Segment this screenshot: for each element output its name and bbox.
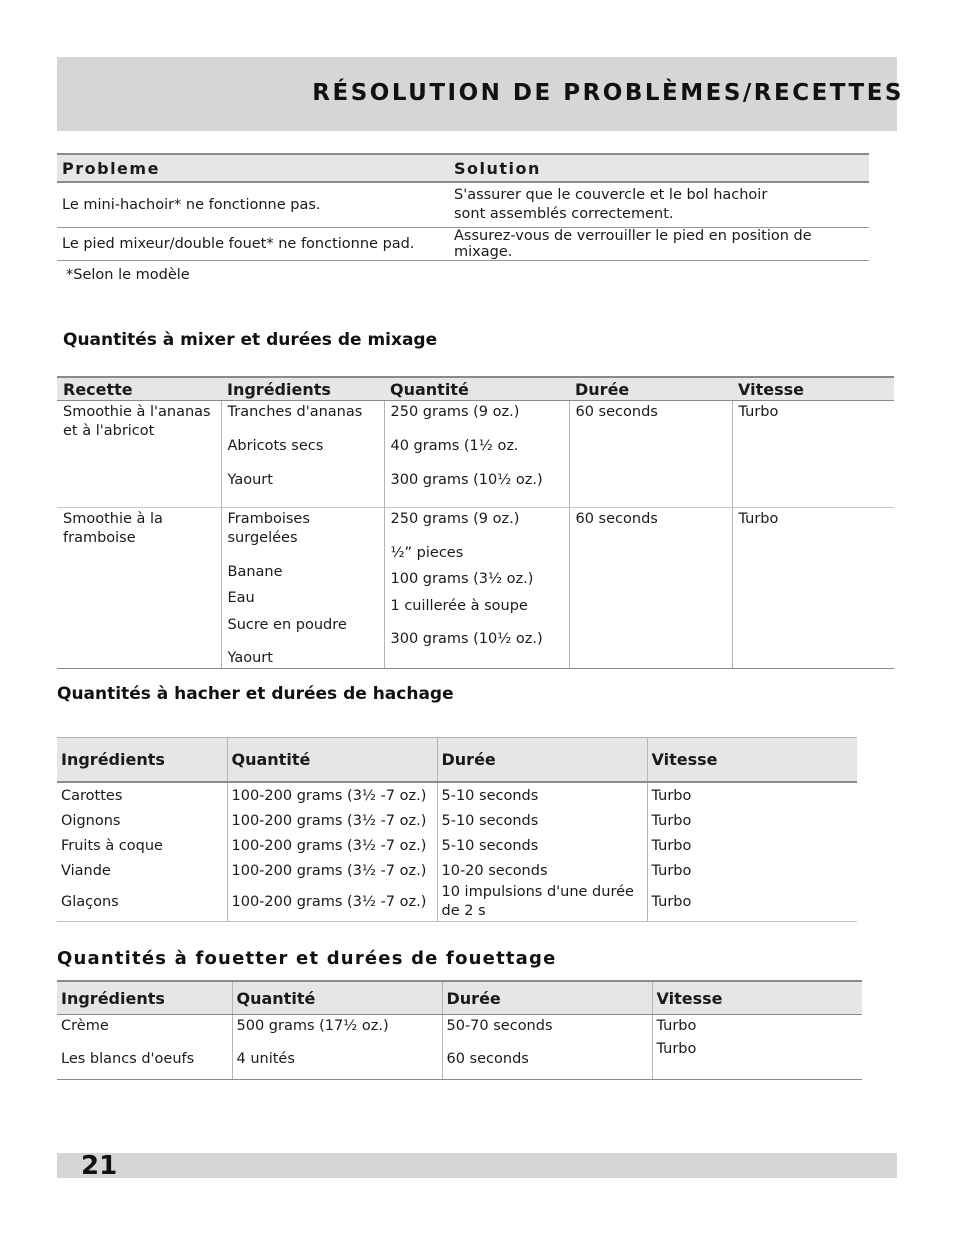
solution-line: S'assurer que le couvercle et le bol hachoir xyxy=(454,187,768,203)
whip-table xyxy=(57,980,862,1080)
table-row xyxy=(57,858,857,883)
solution-line: sont assemblés correctement. xyxy=(454,206,674,222)
ingredient-cell: Viande xyxy=(61,862,111,879)
duration-cell: 60 seconds xyxy=(569,508,732,669)
ingredients-cell xyxy=(221,401,384,508)
column-header-ingredients: Ingrédients xyxy=(57,738,227,783)
mix-table xyxy=(57,376,894,669)
table-row xyxy=(57,1015,862,1080)
quantity-cell: 100-200 grams (3½ -7 oz.) xyxy=(227,833,437,858)
speed-cell: Turbo xyxy=(732,508,894,669)
quantity: ½” pieces xyxy=(390,545,464,561)
column-header-problem: Probleme xyxy=(57,154,449,182)
table-header-row xyxy=(57,154,869,182)
speed: Turbo xyxy=(656,1041,697,1057)
column-header-solution: Solution xyxy=(449,154,869,182)
ingredient: Yaourt xyxy=(227,650,273,666)
quantity: 250 grams (9 oz.) xyxy=(390,511,520,527)
duration-cell: 5-10 seconds xyxy=(437,833,647,858)
column-header-speed: Vitesse xyxy=(647,738,857,783)
section-title-mix: Quantités à mixer et durées de mixage xyxy=(63,330,438,350)
recipe-name: framboise xyxy=(63,530,136,546)
quantity-cell: 100-200 grams (3½ -7 oz.) xyxy=(227,883,437,922)
duration-cell: 60 seconds xyxy=(569,401,732,508)
quantity-cell: 100-200 grams (3½ -7 oz.) xyxy=(227,808,437,833)
column-header-quantity: Quantité xyxy=(227,738,437,783)
ingredient: Banane xyxy=(227,564,283,580)
quantity-cell: 100-200 grams (3½ -7 oz.) xyxy=(227,782,437,808)
ingredient-cell: Glaçons xyxy=(57,883,227,922)
duration: 60 seconds xyxy=(446,1051,529,1067)
ingredient: Les blancs d'oeufs xyxy=(61,1051,195,1067)
quantity: 4 unités xyxy=(236,1051,295,1067)
ingredient-cell: Fruits à coque xyxy=(61,837,163,854)
speed-cell: Turbo xyxy=(647,858,857,883)
recipe-name: Smoothie à l'ananas xyxy=(63,404,211,420)
section-title-chop: Quantités à hacher et durées de hachage xyxy=(57,684,454,704)
recipe-cell xyxy=(57,508,221,669)
ingredient-cell xyxy=(57,1015,232,1080)
column-header-duration: Durée xyxy=(442,981,652,1015)
table-row xyxy=(57,508,894,669)
chop-table xyxy=(57,737,857,922)
ingredient: Framboises surgelées xyxy=(227,511,310,546)
ingredient: Tranches d'ananas xyxy=(227,404,363,420)
table-header-row xyxy=(57,738,857,783)
solution-cell xyxy=(449,182,869,228)
section-title-whip: Quantités à fouetter et durées de fouettage xyxy=(57,948,557,969)
quantity-cell xyxy=(232,1015,442,1080)
ingredient: Eau xyxy=(227,590,255,606)
quantity-cell xyxy=(384,508,569,669)
table-row xyxy=(57,182,869,228)
quantity: 300 grams (10½ oz.) xyxy=(390,631,543,647)
quantity-cell: 100-200 grams (3½ -7 oz.) xyxy=(227,858,437,883)
speed-cell: Turbo xyxy=(647,833,857,858)
page-number: 21 xyxy=(81,1151,118,1181)
table-header-row xyxy=(57,981,862,1015)
quantity: 500 grams (17½ oz.) xyxy=(236,1018,389,1034)
duration-cell: 5-10 seconds xyxy=(437,782,647,808)
column-header-speed: Vitesse xyxy=(652,981,862,1015)
quantity: 250 grams (9 oz.) xyxy=(390,404,520,420)
speed-cell xyxy=(652,1015,862,1080)
ingredient-cell: Carottes xyxy=(61,787,123,804)
quantity-cell xyxy=(384,401,569,508)
page-title: RÉSOLUTION DE PROBLÈMES/RECETTES xyxy=(312,80,904,106)
column-header-ingredients: Ingrédients xyxy=(57,981,232,1015)
table-row xyxy=(57,401,894,508)
column-header-speed: Vitesse xyxy=(732,377,894,401)
duration-cell: 10-20 seconds xyxy=(437,858,647,883)
table-row xyxy=(57,228,869,261)
column-header-duration: Durée xyxy=(569,377,732,401)
footer-band xyxy=(57,1153,897,1178)
table-row xyxy=(57,808,857,833)
ingredient-cell: Oignons xyxy=(61,812,121,829)
solution-cell: Assurez-vous de verrouiller le pied en position de mixage. xyxy=(449,228,869,261)
quantity: 100 grams (3½ oz.) xyxy=(390,571,534,587)
duration-line: 10 impulsions d'une durée xyxy=(441,884,634,900)
speed-cell: Turbo xyxy=(647,808,857,833)
column-header-quantity: Quantité xyxy=(232,981,442,1015)
model-note: *Selon le modèle xyxy=(66,267,190,283)
duration: 50-70 seconds xyxy=(446,1018,553,1034)
ingredient: Sucre en poudre xyxy=(227,617,347,633)
quantity: 40 grams (1½ oz. xyxy=(390,438,519,454)
speed-cell: Turbo xyxy=(647,883,857,922)
column-header-duration: Durée xyxy=(437,738,647,783)
table-row xyxy=(57,782,857,808)
speed: Turbo xyxy=(656,1018,697,1034)
ingredient: Yaourt xyxy=(227,472,273,488)
quantity: 300 grams (10½ oz.) xyxy=(390,472,543,488)
problem-cell: Le mini-hachoir* ne fonctionne pas. xyxy=(57,182,449,228)
duration-cell xyxy=(442,1015,652,1080)
table-row xyxy=(57,883,857,922)
duration-cell xyxy=(437,883,647,922)
duration-line: de 2 s xyxy=(441,903,486,919)
troubleshooting-table xyxy=(57,153,869,261)
recipe-name: et à l'abricot xyxy=(63,423,155,439)
recipe-name: Smoothie à la xyxy=(63,511,163,527)
speed-cell: Turbo xyxy=(647,782,857,808)
problem-cell: Le pied mixeur/double fouet* ne fonctionne pad. xyxy=(57,228,449,261)
table-header-row xyxy=(57,377,894,401)
quantity: 1 cuillerée à soupe xyxy=(390,598,528,614)
ingredients-cell xyxy=(221,508,384,669)
column-header-recipe: Recette xyxy=(57,377,221,401)
recipe-cell xyxy=(57,401,221,508)
speed-cell: Turbo xyxy=(732,401,894,508)
column-header-quantity: Quantité xyxy=(384,377,569,401)
table-row xyxy=(57,833,857,858)
ingredient: Crème xyxy=(61,1018,109,1034)
ingredient: Abricots secs xyxy=(227,438,324,454)
duration-cell: 5-10 seconds xyxy=(437,808,647,833)
column-header-ingredients: Ingrédients xyxy=(221,377,384,401)
